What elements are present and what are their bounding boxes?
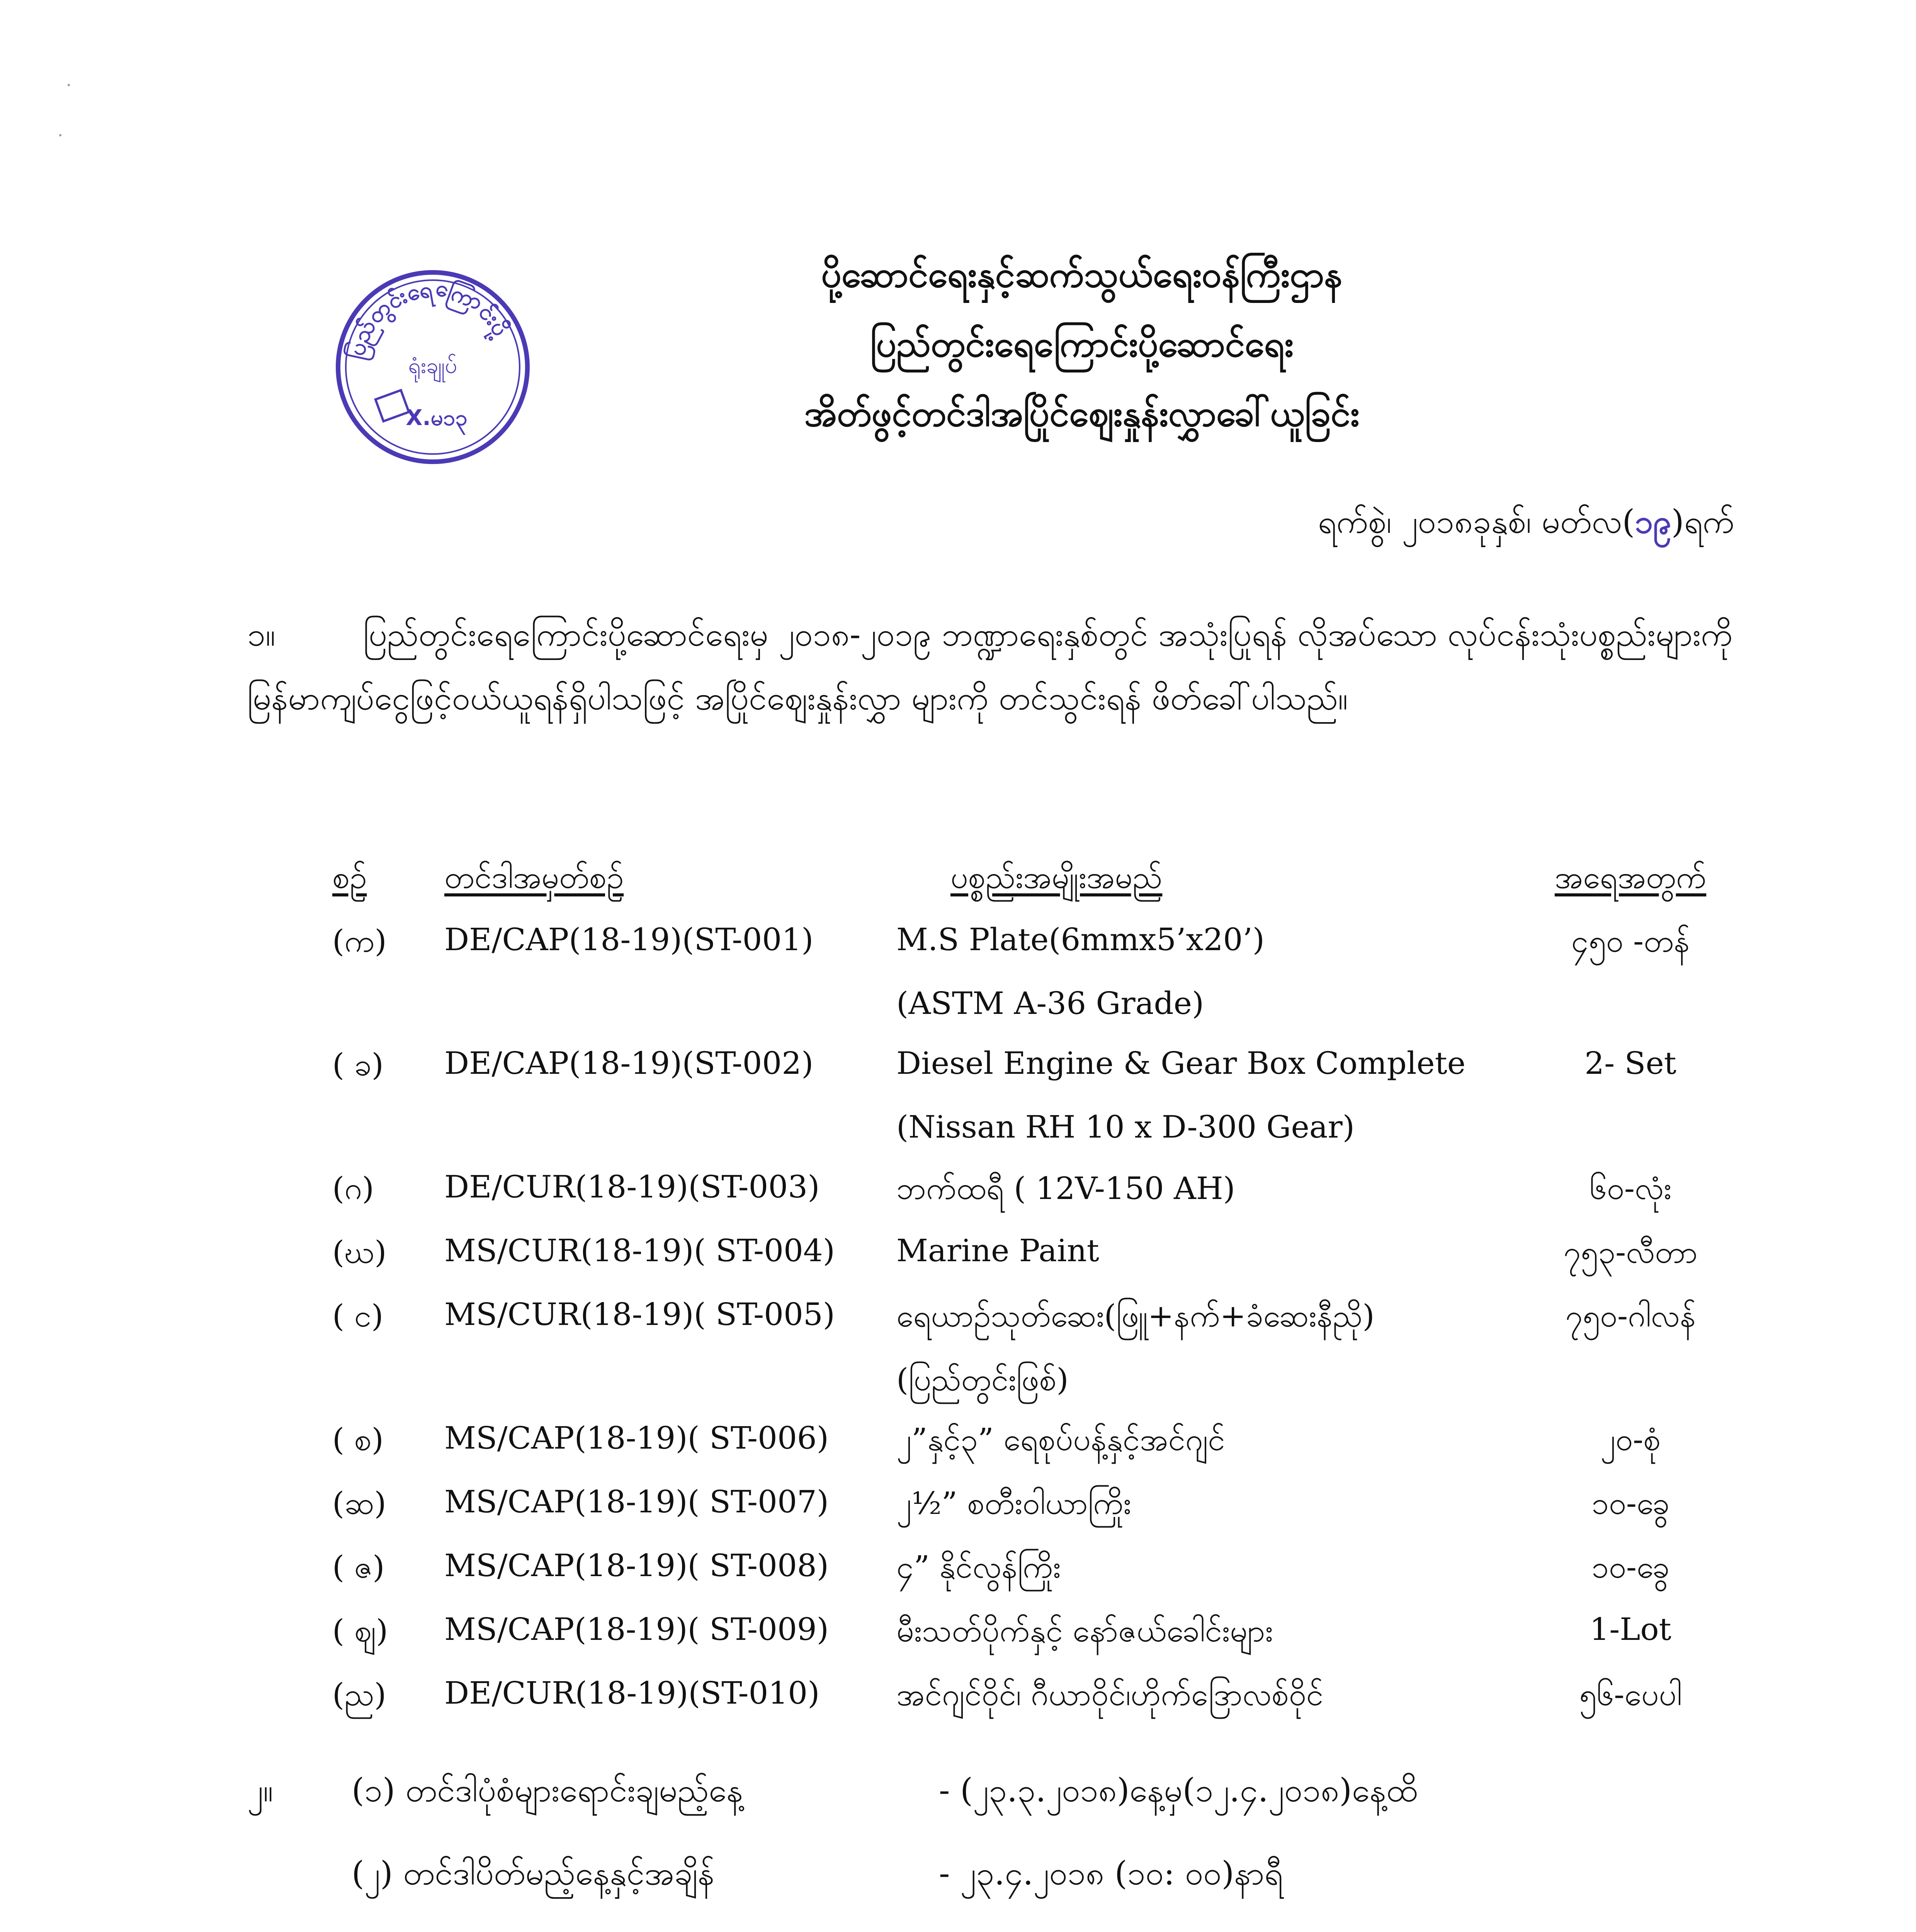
item-description: M.S Plate(6mmx5’x20’) (896, 922, 1265, 957)
scan-specks (58, 77, 73, 139)
table-body (332, 922, 1739, 1739)
item-number: (က) (332, 923, 387, 959)
tender-number: DE/CUR(18-19)(ST-003) (444, 1169, 820, 1205)
table-row (332, 922, 1739, 985)
svg-text:ပြည်တွင်းရေကြောင်းပို့ (342, 273, 515, 362)
paragraph-1 (247, 603, 1739, 730)
item-number: (ဆ) (332, 1485, 386, 1521)
tender-title: အိတ်ဖွင့်တင်ဒါအပြိုင်ဈေးနှုန်းလွှာခေါ်ယူခြင်း (804, 393, 1360, 434)
date-day: ၁၉ (1635, 502, 1671, 541)
seal-center-text: ရုံးချုပ် (408, 353, 457, 378)
sale-period-label: (၁) တင်ဒါပုံစံများရောင်းချမည့်နေ့ (352, 1771, 743, 1809)
item-description: မီးသတ်ပိုက်နှင့် နော်ဇယ်ခေါင်းများ (896, 1613, 1273, 1649)
sale-period-value: - (၂၃.၃.၂၀၁၈)နေ့မှ(၁၂.၄.၂၀၁၈)နေ့ထိ (939, 1771, 1418, 1809)
tender-number: MS/CAP(18-19)( ST-008) (444, 1548, 829, 1583)
date-prefix: ရက်စွဲ၊ ၂၀၁၈ခုနှစ်၊ မတ်လ( (1318, 503, 1635, 541)
item-quantity: ၁၀-ခွေ (1591, 1485, 1670, 1521)
tender-items-table (332, 858, 1739, 1739)
document-date (1318, 491, 1734, 553)
item-quantity: ၆၀-လုံး (1589, 1170, 1672, 1206)
item-quantity: 1-Lot (1590, 1611, 1671, 1647)
item-description: ဘက်ထရီ ( 12V-150 AH) (896, 1170, 1235, 1206)
table-row (332, 1611, 1739, 1675)
tender-number: DE/CUR(18-19)(ST-010) (444, 1675, 820, 1711)
table-row (332, 1484, 1739, 1548)
tender-number: MS/CAP(18-19)( ST-009) (444, 1611, 829, 1647)
table-row (332, 1045, 1739, 1109)
item-description: Diesel Engine & Gear Box Complete (896, 1045, 1466, 1081)
header-quantity: အရေအတွက် (1554, 859, 1707, 895)
item-quantity: ၅၆-ပေပါ (1579, 1677, 1682, 1713)
item-description: ၂”နှင့်၃” ရေစုပ်ပန့်နှင့်အင်ဂျင် (896, 1422, 1225, 1458)
item-description-line-2: (ပြည်တွင်းဖြစ်) (896, 1362, 1069, 1398)
table-row (332, 1296, 1739, 1360)
item-quantity: ၁၀-ခွေ (1591, 1549, 1670, 1585)
table-row (332, 1233, 1739, 1296)
item-number: (ဂ) (332, 1170, 374, 1206)
item-number: ( င) (332, 1298, 384, 1334)
closing-time-row (247, 1853, 1739, 1920)
item-number: ( ဇ) (332, 1549, 385, 1585)
tender-number: DE/CAP(18-19)(ST-001) (444, 922, 814, 957)
item-description: Marine Paint (896, 1233, 1099, 1269)
table-row (332, 1420, 1739, 1484)
table-header-row (332, 858, 1739, 922)
closing-time-value: - ၂၃.၄.၂၀၁၈ (၁၀: ၀၀)နာရီ (939, 1854, 1283, 1892)
sale-period-row (247, 1770, 1739, 1837)
tender-number: MS/CUR(18-19)( ST-004) (444, 1233, 835, 1269)
table-row (332, 1169, 1739, 1233)
item-description-line-2: (ASTM A-36 Grade) (896, 985, 1204, 1021)
closing-time-label: (၂) တင်ဒါပိတ်မည့်နေ့နှင့်အချိန် (352, 1854, 715, 1892)
tender-number: DE/CAP(18-19)(ST-002) (444, 1045, 814, 1081)
item-quantity: ၇၅၀-ဂါလန် (1565, 1298, 1696, 1334)
header-description: ပစ္စည်းအမျိုးအမည် (950, 859, 1163, 895)
item-description: ၄” နိုင်လွန်ကြိုး (896, 1549, 1061, 1585)
item-number: ( ဈ) (332, 1613, 388, 1649)
department-name: ပြည်တွင်းရေကြောင်းပို့ဆောင်ရေး (870, 323, 1294, 365)
tender-number: MS/CAP(18-19)( ST-007) (444, 1484, 829, 1520)
seal-bottom-text: X.မ၁၃ (406, 405, 468, 430)
table-row-continuation (332, 1360, 1739, 1420)
item-description: ၂½” စတီးဝါယာကြိုး (896, 1485, 1131, 1521)
item-description: ရေယာဉ်သုတ်ဆေး(ဖြူ+နက်+ခံဆေးနီညို) (896, 1298, 1375, 1334)
item-quantity: ၇၅၃-လီတာ (1563, 1234, 1698, 1270)
item-number: ( စ) (332, 1422, 384, 1458)
item-quantity: ၂၀-စုံ (1600, 1422, 1661, 1458)
tender-number: MS/CUR(18-19)( ST-005) (444, 1296, 835, 1332)
document-header (580, 240, 1584, 448)
paragraph-1-text: ပြည်တွင်းရေကြောင်းပို့ဆောင်ရေးမှ ၂၀၁၈-၂၀၁၉ ဘဏ္ဍာရေးနှစ်တွင် အသုံးပြုရန် လိုအပ်သော လုပ်ငန်းသုံးပစ္စည်းများကို မြန်မာကျပ်ငွေဖြင့်ဝယ်ယူရန်ရှိပါသဖြင့် အပြိုင်ဈေးနှုန်းလွှာ များကို တင်သွင်းရန် ဖိတ်ခေါ်ပါသည်။ (247, 616, 1733, 717)
table-row (332, 1548, 1739, 1611)
paragraph-2 (247, 1770, 1739, 1920)
date-suffix: )ရက် (1671, 503, 1734, 541)
item-description-line-2: (Nissan RH 10 x D-300 Gear) (896, 1109, 1355, 1145)
table-row (332, 1675, 1739, 1739)
official-seal (332, 267, 533, 468)
tender-number: MS/CAP(18-19)( ST-006) (444, 1420, 829, 1456)
seal-stamp-icon (332, 267, 533, 468)
paragraph-1-number: ၁။ (247, 616, 275, 653)
item-description: အင်ဂျင်ဝိုင်၊ ဂီယာဝိုင်၊ဟိုက်ဒြောလစ်ဝိုင် (896, 1677, 1324, 1713)
header-no: စဉ် (332, 859, 367, 895)
paragraph-2-number: ၂။ (247, 1771, 273, 1809)
item-number: ( ခ) (332, 1047, 384, 1083)
ministry-name: ပို့ဆောင်ရေးနှင့်ဆက်သွယ်ရေးဝန်ကြီးဌာန (821, 253, 1343, 295)
item-number: (ဃ) (332, 1234, 387, 1270)
table-row-continuation (332, 985, 1739, 1045)
seal-ring-text: ပြည်တွင်းရေကြောင်းပို့ (342, 274, 514, 362)
header-tender-no: တင်ဒါအမှတ်စဉ် (444, 859, 624, 895)
item-quantity: ၄၅၀ -တန် (1571, 923, 1690, 959)
item-quantity: 2- Set (1584, 1045, 1676, 1081)
item-number: (ည) (332, 1677, 386, 1713)
table-row-continuation (332, 1109, 1739, 1169)
